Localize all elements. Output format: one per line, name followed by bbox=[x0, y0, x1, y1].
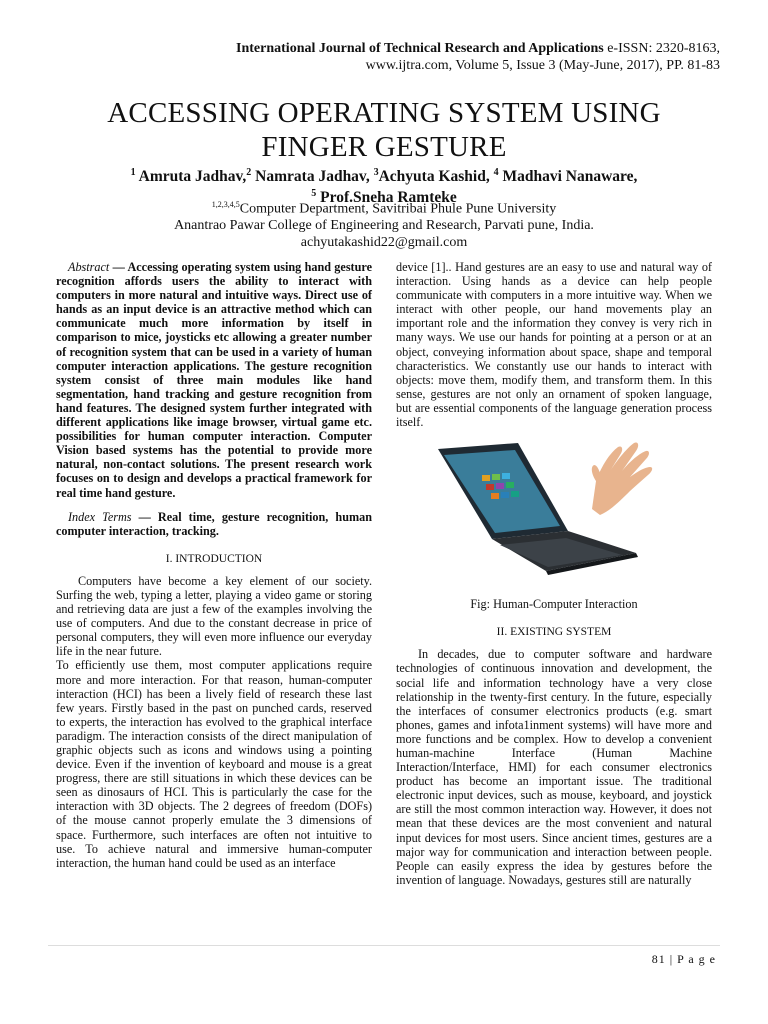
author-sup: 1 bbox=[130, 167, 136, 178]
affiliation-email[interactable]: achyutakashid22@gmail.com bbox=[300, 234, 468, 250]
section-heading-existing-system: II. EXISTING SYSTEM bbox=[496, 626, 612, 639]
author-sup: 4 bbox=[493, 167, 499, 178]
journal-header bbox=[236, 40, 720, 74]
journal-issn: e-ISSN: 2320-8163, bbox=[603, 41, 720, 56]
author-sup: 2 bbox=[246, 167, 252, 178]
abstract-text: — Accessing operating system using hand gesture recognition affords users the ability to interact with computers in more natural and intuitive ways. Direct use of hands as an input device is an attractive method which can communicate much more information by itself in comparison to mice, joysticks etc allowing a greater number of recognition system that can be used in a variety of human computer interaction applications. The gesture recognition system consist of three main modules like hand segmentation, hand tracking and gesture recognition from hand features. The designed system further integrated with different applications like image browser, virtual game etc. possibilities for human computer interaction. Computer Vision based systems has the potential to provide more natural, non-contact solutions. The present research work focuses on to design and develops a practical framework for real time hand gesture. bbox=[56, 260, 372, 500]
author-3: Achyuta Kashid, bbox=[378, 168, 494, 186]
affiliation-sup: 1,2,3,4,5 bbox=[211, 200, 240, 209]
laptop-hand-illustration bbox=[396, 435, 712, 593]
affiliation bbox=[0, 197, 768, 251]
page-number: 81 | P a g e bbox=[651, 952, 716, 966]
left-column bbox=[56, 260, 372, 870]
footer-divider bbox=[48, 945, 720, 946]
title-line-1: ACCESSING OPERATING SYSTEM USING bbox=[107, 97, 661, 129]
journal-volume-info: www.ijtra.com, Volume 5, Issue 3 (May-June, 2017), PP. 81-83 bbox=[365, 58, 720, 73]
affiliation-college: Anantrao Pawar College of Engineering and Research, Parvati pune, India. bbox=[174, 218, 594, 234]
figure-laptop-hand bbox=[396, 435, 712, 593]
index-terms-text: — Real time, gesture recognition, human computer interaction, tracking. bbox=[56, 509, 372, 538]
author-4: Madhavi Nanaware, bbox=[498, 168, 638, 186]
hand-icon bbox=[592, 443, 652, 516]
intro-paragraph-2: To efficiently use them, most computer applications require more and more interaction. For that reason, human-computer interaction (HCI) has been a lively field of research these last few years. Firstly based in the past on punched cards, reserved to experts, the interaction has evolved to the graphical interface paradigm. The interaction consists of the direct manipulation of graphic objects such as icons and windows using a pointing device. Even if the invention of keyboard and mouse is a great progress, there are still situations in which these devices can be seen as dinosaurs of HCI. This is particularly the case for the interaction with 3D objects. The 2 degrees of freedom (DOFs) of the mouse cannot properly emulate the 3 dimensions of space. Furthermore, such interfaces are often not intuitive to use. To achieve natural and immersive human-computer interaction, the human hand could be used as an interface bbox=[56, 658, 372, 870]
figure-caption: Fig: Human-Computer Interaction bbox=[470, 597, 638, 612]
existing-paragraph-1: In decades, due to computer software and hardware technologies of continuous innovation and development, the social life and information technology have a very close relationship in the twenty-first century. In the future, especially the interfaces of consumer electronics products (e.g. smart phones, games and infota1inment systems) will have more and more functions and be complex. How to develop a convenient human-machine Interface (Human Machine Interaction/Interface, HMI) for each consumer electronics product has become an important issue. The traditional electronic input devices, such as mouse, keyboard, and joystick are still the most common interaction way. However, it does not mean that these devices are the most convenient and natural input devices for most users. Since ancient times, gestures are a major way for communication and interaction between people. People can easily express the idea by gestures before the invention of language. Nowadays, gestures still are naturally bbox=[396, 647, 712, 887]
abstract-label: Abstract bbox=[68, 260, 110, 274]
author-1: Amruta Jadhav, bbox=[135, 168, 247, 186]
intro-paragraph-1: Computers have become a key element of our society. Surfing the web, typing a letter, playing a video game or storing and retrieving data are just a few of the examples involving the use of computers. And due to the constant decrease in price of personal computers, they will even more influence our everyday life in the near future. bbox=[56, 573, 372, 659]
intro-paragraph-3: device [1].. Hand gestures are an easy to use and natural way of interaction. Using hands as a device can help people communicate with computers in a more intuitive way. When we interact with other people, our hand movements play an important role and the information they convey is very rich in many ways. We use our hands for pointing at a person or at an object, conveying information about space, shape and temporal characteristics. We constantly use our hands to interact with objects: move them, modify them, and transform them. In this sense, gestures are not only an ornament of spoken language, but are essential components of the language generation process itself. bbox=[396, 260, 712, 430]
author-sup: 3 bbox=[373, 167, 379, 178]
journal-name: International Journal of Technical Research and Applications bbox=[236, 41, 604, 56]
paper-title bbox=[0, 96, 768, 164]
index-terms-label: Index Terms bbox=[68, 509, 132, 524]
right-column bbox=[396, 260, 712, 887]
section-heading-introduction: I. INTRODUCTION bbox=[165, 552, 263, 565]
abstract bbox=[56, 260, 372, 500]
affiliation-dept: Computer Department, Savitribai Phule Pune University bbox=[239, 201, 557, 217]
author-sup: 5 bbox=[311, 188, 317, 200]
title-line-2: FINGER GESTURE bbox=[261, 131, 507, 163]
author-2: Namrata Jadhav, bbox=[251, 168, 374, 186]
author-5: Prof.Sneha Ramteke bbox=[316, 189, 457, 207]
index-terms bbox=[56, 510, 372, 538]
